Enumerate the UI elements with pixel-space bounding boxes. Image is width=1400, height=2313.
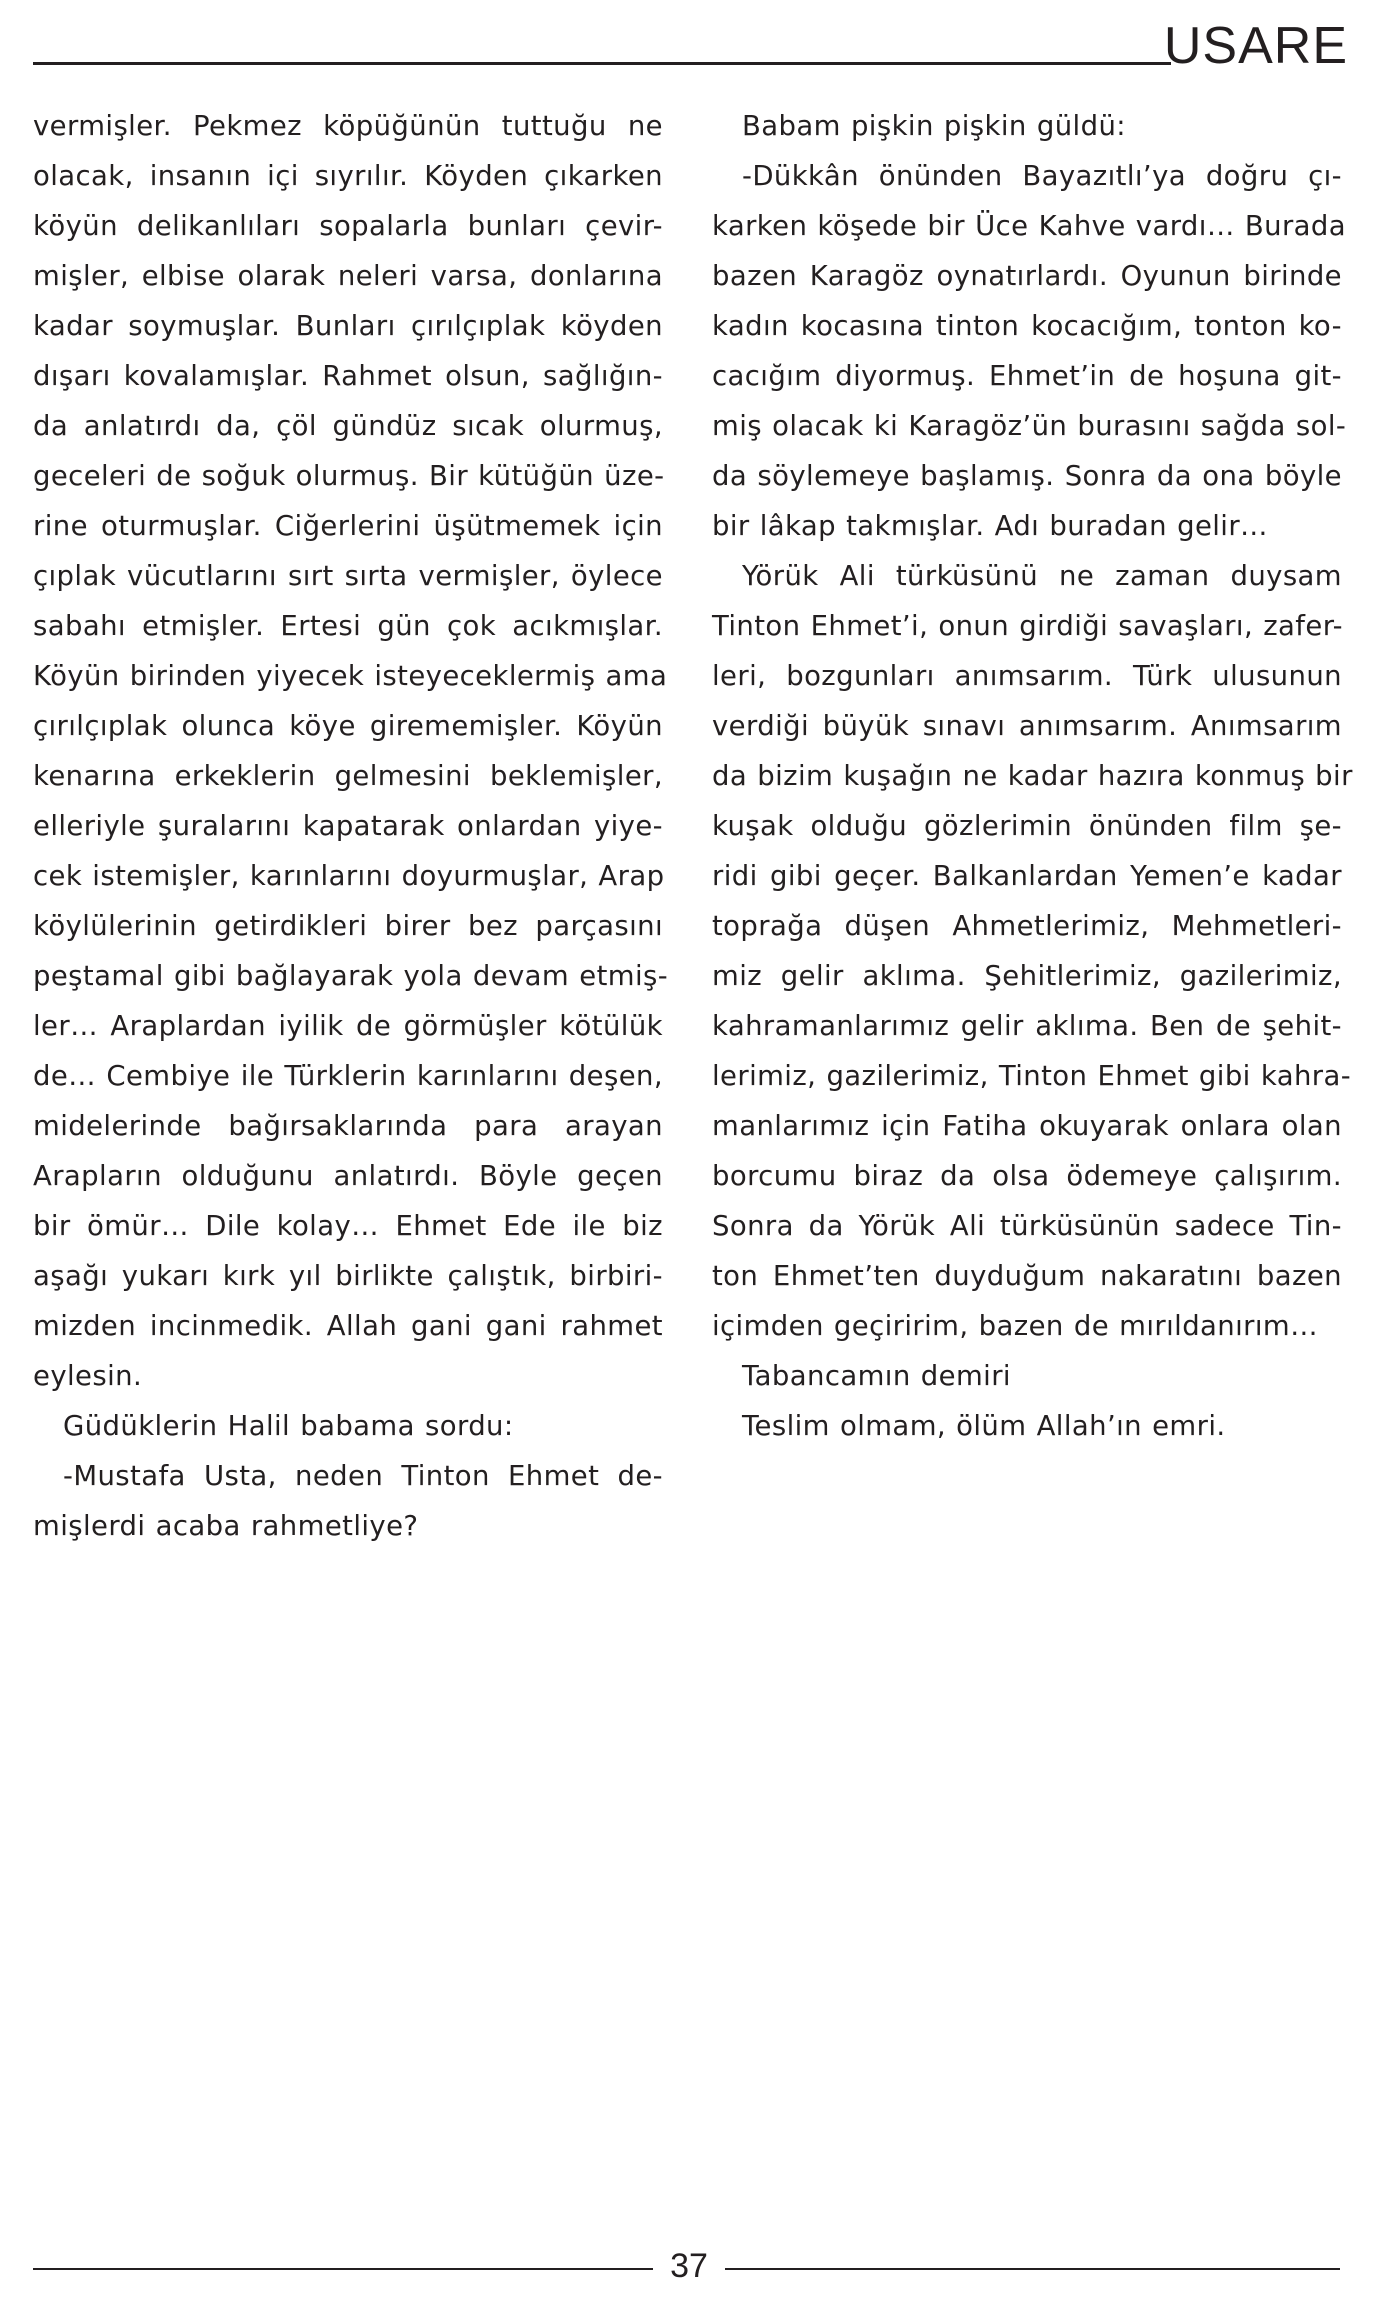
text-line: ridi gibi geçer. Balkanlardan Yemen’e kadar xyxy=(712,860,1342,892)
text-line: midelerinde bağırsaklarında para arayan xyxy=(33,1110,663,1142)
text-line: köyün delikanlıları sopalarla bunları çevir- xyxy=(33,210,663,242)
text-line: da bizim kuşağın ne kadar hazıra konmuş bir xyxy=(712,760,1353,792)
text-line: mişler, elbise olarak neleri varsa, donlarına xyxy=(33,260,663,292)
text-line: içimden geçiririm, bazen de mırıldanırım… xyxy=(712,1310,1319,1342)
text-line: vermişler. Pekmez köpüğünün tuttuğu ne xyxy=(33,110,663,142)
page-number: 37 xyxy=(670,2247,708,2285)
text-line: lerimiz, gazilerimiz, Tinton Ehmet gibi kahra- xyxy=(712,1060,1352,1092)
text-line: Tinton Ehmet’i, onun girdiği savaşları, zafer- xyxy=(712,610,1343,642)
text-line: miz gelir aklıma. Şehitlerimiz, gazilerimiz, xyxy=(712,960,1342,992)
text-line: miş olacak ki Karagöz’ün burasını sağda sol- xyxy=(712,410,1347,442)
text-line: bir lâkap takmışlar. Adı buradan gelir… xyxy=(712,510,1268,542)
magazine-title: USARE xyxy=(1163,17,1348,75)
text-line: eylesin. xyxy=(33,1360,143,1392)
text-line: de… Cembiye ile Türklerin karınlarını deşen, xyxy=(33,1060,663,1092)
text-line: leri, bozgunları anımsarım. Türk ulusunun xyxy=(712,660,1342,692)
footer-rule-right xyxy=(725,2268,1340,2270)
text-line: kahramanlarımız gelir aklıma. Ben de şehit- xyxy=(712,1010,1342,1042)
text-line: cek istemişler, karınlarını doyurmuşlar, Arap xyxy=(33,860,665,892)
text-line: sabahı etmişler. Ertesi gün çok acıkmışlar. xyxy=(33,610,663,642)
text-line: Sonra da Yörük Ali türküsünün sadece Tin- xyxy=(712,1210,1342,1242)
text-line: peştamal gibi bağlayarak yola devam etmiş- xyxy=(33,960,669,992)
text-line: kenarına erkeklerin gelmesini beklemişler, xyxy=(33,760,663,792)
text-line: -Mustafa Usta, neden Tinton Ehmet de- xyxy=(63,1460,663,1492)
text-line: Teslim olmam, ölüm Allah’ın emri. xyxy=(742,1410,1226,1442)
text-line: Tabancamın demiri xyxy=(742,1360,1011,1392)
text-line: -Dükkân önünden Bayazıtlı’ya doğru çı- xyxy=(742,160,1342,192)
text-line: ler… Araplardan iyilik de görmüşler kötülük xyxy=(33,1010,663,1042)
header-rule xyxy=(33,62,1171,65)
text-line: Köyün birinden yiyecek isteyeceklermiş ama xyxy=(33,660,668,692)
text-line: mizden incinmedik. Allah gani gani rahmet xyxy=(33,1310,663,1342)
text-line: verdiği büyük sınavı anımsarım. Anımsarım xyxy=(712,710,1342,742)
text-line: kadın kocasına tinton kocacığım, tonton ko- xyxy=(712,310,1342,342)
text-line: toprağa düşen Ahmetlerimiz, Mehmetleri- xyxy=(712,910,1342,942)
text-line: da anlatırdı da, çöl gündüz sıcak olurmuş, xyxy=(33,410,663,442)
text-line: borcumu biraz da olsa ödemeye çalışırım. xyxy=(712,1160,1342,1192)
text-line: Babam pişkin pişkin güldü: xyxy=(742,110,1126,142)
text-line: karken köşede bir Üce Kahve vardı… Burada xyxy=(712,210,1347,242)
text-line: mişlerdi acaba rahmetliye? xyxy=(33,1510,419,1542)
text-line: olacak, insanın içi sıyrılır. Köyden çıkarken xyxy=(33,160,663,192)
text-line: Yörük Ali türküsünü ne zaman duysam xyxy=(742,560,1342,592)
text-line: cacığım diyormuş. Ehmet’in de hoşuna git- xyxy=(712,360,1342,392)
right-text-column xyxy=(712,101,1353,1451)
text-line: Güdüklerin Halil babama sordu: xyxy=(63,1410,514,1442)
text-line: aşağı yukarı kırk yıl birlikte çalıştık, birbiri- xyxy=(33,1260,663,1292)
text-line: ton Ehmet’ten duyduğum nakaratını bazen xyxy=(712,1260,1342,1292)
text-line: rine oturmuşlar. Ciğerlerini üşütmemek için xyxy=(33,510,663,542)
text-line: kuşak olduğu gözlerimin önünden film şe- xyxy=(712,810,1342,842)
text-line: bazen Karagöz oynatırlardı. Oyunun birinde xyxy=(712,260,1342,292)
text-line: köylülerinin getirdikleri birer bez parçasını xyxy=(33,910,663,942)
text-line: geceleri de soğuk olurmuş. Bir kütüğün üze- xyxy=(33,460,665,492)
footer-rule-left xyxy=(33,2268,653,2270)
text-line: dışarı kovalamışlar. Rahmet olsun, sağlığın- xyxy=(33,360,663,392)
left-text-column xyxy=(33,101,669,1551)
text-line: çırılçıplak olunca köye girememişler. Köyün xyxy=(33,710,663,742)
text-line: Arapların olduğunu anlatırdı. Böyle geçen xyxy=(33,1160,663,1192)
text-line: da söylemeye başlamış. Sonra da ona böyle xyxy=(712,460,1342,492)
text-line: bir ömür… Dile kolay… Ehmet Ede ile biz xyxy=(33,1210,663,1242)
text-line: çıplak vücutlarını sırt sırta vermişler, öylece xyxy=(33,560,663,592)
text-line: elleriyle şuralarını kapatarak onlardan yiye- xyxy=(33,810,663,842)
text-line: manlarımız için Fatiha okuyarak onlara olan xyxy=(712,1110,1342,1142)
text-line: kadar soymuşlar. Bunları çırılçıplak köyden xyxy=(33,310,663,342)
